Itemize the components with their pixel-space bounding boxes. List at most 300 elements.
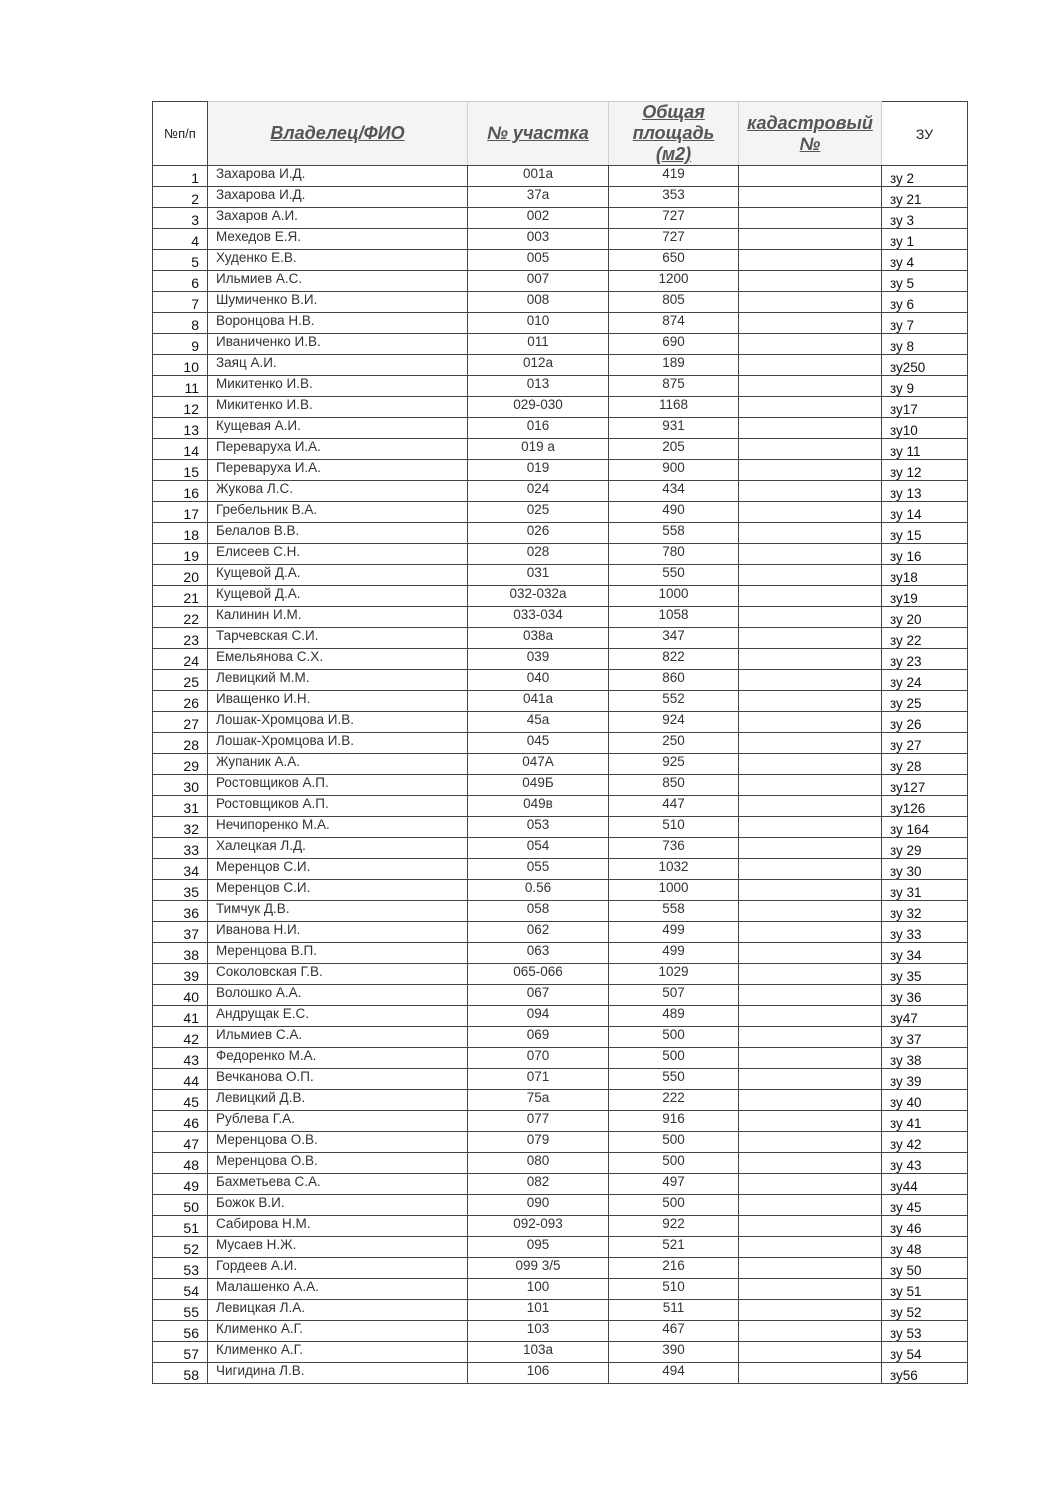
cadastral-number-cell — [739, 901, 882, 922]
cadastral-number-cell — [739, 1111, 882, 1132]
plot-number-cell: 011 — [468, 334, 609, 355]
row-number-cell: 21 — [153, 586, 208, 607]
cadastral-number-cell — [739, 1321, 882, 1342]
owner-cell: Нечипоренко М.А. — [208, 817, 468, 838]
cadastral-number-cell — [739, 250, 882, 271]
cadastral-number-cell — [739, 922, 882, 943]
plot-number-cell: 101 — [468, 1300, 609, 1321]
plot-number-cell: 026 — [468, 523, 609, 544]
table-row — [153, 586, 968, 607]
row-number-cell: 3 — [153, 208, 208, 229]
plot-number-cell: 103а — [468, 1342, 609, 1363]
owner-cell: Чигидина Л.В. — [208, 1363, 468, 1384]
cadastral-number-cell — [739, 481, 882, 502]
area-cell: 1000 — [609, 586, 739, 607]
plot-number-cell: 099 3/5 — [468, 1258, 609, 1279]
owner-cell: Переваруха И.А. — [208, 460, 468, 481]
owner-cell: Вечканова О.П. — [208, 1069, 468, 1090]
area-cell: 510 — [609, 817, 739, 838]
area-cell: 419 — [609, 166, 739, 187]
owner-cell: Халецкая Л.Д. — [208, 838, 468, 859]
zu-cell: зу 7 — [882, 313, 968, 334]
plot-number-cell: 065-066 — [468, 964, 609, 985]
zu-cell: зу 12 — [882, 460, 968, 481]
cadastral-number-cell — [739, 1237, 882, 1258]
area-cell: 924 — [609, 712, 739, 733]
owner-cell: Лошак-Хромцова И.В. — [208, 733, 468, 754]
table-row — [153, 943, 968, 964]
table-row — [153, 1216, 968, 1237]
area-cell: 353 — [609, 187, 739, 208]
area-cell: 499 — [609, 922, 739, 943]
table-row — [153, 1111, 968, 1132]
table-row — [153, 1363, 968, 1384]
area-cell: 1168 — [609, 397, 739, 418]
table-row — [153, 733, 968, 754]
zu-cell: зу 13 — [882, 481, 968, 502]
plot-number-cell: 047А — [468, 754, 609, 775]
plot-number-cell: 069 — [468, 1027, 609, 1048]
owner-cell: Худенко Е.В. — [208, 250, 468, 271]
area-cell: 390 — [609, 1342, 739, 1363]
plot-number-cell: 37а — [468, 187, 609, 208]
header-cadastral-number-label: кадастровый № — [747, 112, 873, 154]
plot-number-cell: 045 — [468, 733, 609, 754]
table-row — [153, 754, 968, 775]
header-plot-number-label: № участка — [487, 123, 589, 143]
area-cell: 916 — [609, 1111, 739, 1132]
cadastral-number-cell — [739, 1300, 882, 1321]
owner-cell: Меренцова О.В. — [208, 1153, 468, 1174]
area-cell: 552 — [609, 691, 739, 712]
plot-number-cell: 019 — [468, 460, 609, 481]
area-cell: 189 — [609, 355, 739, 376]
area-cell: 467 — [609, 1321, 739, 1342]
plot-number-cell: 071 — [468, 1069, 609, 1090]
row-number-cell: 47 — [153, 1132, 208, 1153]
plot-number-cell: 029-030 — [468, 397, 609, 418]
plot-number-cell: 049в — [468, 796, 609, 817]
table-row — [153, 544, 968, 565]
table-row — [153, 607, 968, 628]
zu-cell: зу 54 — [882, 1342, 968, 1363]
owner-cell: Гребельник В.А. — [208, 502, 468, 523]
table-row — [153, 271, 968, 292]
row-number-cell: 57 — [153, 1342, 208, 1363]
header-cadastral-number — [739, 102, 882, 166]
table-row — [153, 1174, 968, 1195]
cadastral-number-cell — [739, 229, 882, 250]
zu-cell: зу56 — [882, 1363, 968, 1384]
area-cell: 1000 — [609, 880, 739, 901]
cadastral-number-cell — [739, 712, 882, 733]
zu-cell: зу 1 — [882, 229, 968, 250]
zu-cell: зу250 — [882, 355, 968, 376]
plot-number-cell: 058 — [468, 901, 609, 922]
row-number-cell: 29 — [153, 754, 208, 775]
cadastral-number-cell — [739, 1174, 882, 1195]
cadastral-number-cell — [739, 649, 882, 670]
cadastral-number-cell — [739, 1006, 882, 1027]
cadastral-number-cell — [739, 775, 882, 796]
zu-cell: зу 26 — [882, 712, 968, 733]
zu-cell: зу 23 — [882, 649, 968, 670]
row-number-cell: 52 — [153, 1237, 208, 1258]
plot-number-cell: 010 — [468, 313, 609, 334]
cadastral-number-cell — [739, 586, 882, 607]
table-row — [153, 1279, 968, 1300]
row-number-cell: 50 — [153, 1195, 208, 1216]
plot-number-cell: 040 — [468, 670, 609, 691]
cadastral-number-cell — [739, 418, 882, 439]
owner-cell: Кущевая А.И. — [208, 418, 468, 439]
row-number-cell: 32 — [153, 817, 208, 838]
row-number-cell: 30 — [153, 775, 208, 796]
plot-number-cell: 100 — [468, 1279, 609, 1300]
row-number-cell: 58 — [153, 1363, 208, 1384]
area-cell: 922 — [609, 1216, 739, 1237]
row-number-cell: 18 — [153, 523, 208, 544]
area-cell: 489 — [609, 1006, 739, 1027]
owner-cell: Ильмиев А.С. — [208, 271, 468, 292]
cadastral-number-cell — [739, 376, 882, 397]
plot-number-cell: 077 — [468, 1111, 609, 1132]
table-row — [153, 460, 968, 481]
owner-cell: Рублева Г.А. — [208, 1111, 468, 1132]
table-row — [153, 481, 968, 502]
plot-number-cell: 053 — [468, 817, 609, 838]
plot-number-cell: 0.56 — [468, 880, 609, 901]
plot-number-cell: 012а — [468, 355, 609, 376]
table-row — [153, 1300, 968, 1321]
zu-cell: зу 29 — [882, 838, 968, 859]
plot-number-cell: 031 — [468, 565, 609, 586]
row-number-cell: 54 — [153, 1279, 208, 1300]
zu-cell: зу 16 — [882, 544, 968, 565]
table-row — [153, 1195, 968, 1216]
owner-cell: Кущевой Д.А. — [208, 586, 468, 607]
row-number-cell: 34 — [153, 859, 208, 880]
owner-cell: Жупаник А.А. — [208, 754, 468, 775]
area-cell: 558 — [609, 901, 739, 922]
area-cell: 205 — [609, 439, 739, 460]
area-cell: 216 — [609, 1258, 739, 1279]
cadastral-number-cell — [739, 796, 882, 817]
table-row — [153, 859, 968, 880]
area-cell: 736 — [609, 838, 739, 859]
area-cell: 511 — [609, 1300, 739, 1321]
table-row — [153, 1069, 968, 1090]
table-row — [153, 1132, 968, 1153]
zu-cell: зу 14 — [882, 502, 968, 523]
zu-cell: зу 35 — [882, 964, 968, 985]
table-row — [153, 418, 968, 439]
row-number-cell: 31 — [153, 796, 208, 817]
plot-number-cell: 013 — [468, 376, 609, 397]
table-row — [153, 880, 968, 901]
area-cell: 727 — [609, 229, 739, 250]
row-number-cell: 41 — [153, 1006, 208, 1027]
table-row — [153, 523, 968, 544]
cadastral-number-cell — [739, 544, 882, 565]
area-cell: 500 — [609, 1132, 739, 1153]
row-number-cell: 45 — [153, 1090, 208, 1111]
zu-cell: зу 41 — [882, 1111, 968, 1132]
table-row — [153, 649, 968, 670]
table-row — [153, 208, 968, 229]
area-cell: 500 — [609, 1027, 739, 1048]
table-row — [153, 1027, 968, 1048]
row-number-cell: 26 — [153, 691, 208, 712]
plot-number-cell: 082 — [468, 1174, 609, 1195]
table-row — [153, 187, 968, 208]
zu-cell: зу 2 — [882, 166, 968, 187]
owner-cell: Иваниченко И.В. — [208, 334, 468, 355]
area-cell: 650 — [609, 250, 739, 271]
row-number-cell: 49 — [153, 1174, 208, 1195]
row-number-cell: 12 — [153, 397, 208, 418]
area-cell: 860 — [609, 670, 739, 691]
plot-number-cell: 067 — [468, 985, 609, 1006]
table-row — [153, 1090, 968, 1111]
zu-cell: зу 164 — [882, 817, 968, 838]
row-number-cell: 38 — [153, 943, 208, 964]
row-number-cell: 19 — [153, 544, 208, 565]
owner-cell: Левицкий Д.В. — [208, 1090, 468, 1111]
owner-cell: Левицкий М.М. — [208, 670, 468, 691]
zu-cell: зу 22 — [882, 628, 968, 649]
zu-cell: зу 6 — [882, 292, 968, 313]
owner-cell: Жукова Л.С. — [208, 481, 468, 502]
row-number-cell: 24 — [153, 649, 208, 670]
plot-number-cell: 055 — [468, 859, 609, 880]
zu-cell: зу 20 — [882, 607, 968, 628]
plot-number-cell: 005 — [468, 250, 609, 271]
owner-cell: Левицкая Л.А. — [208, 1300, 468, 1321]
cadastral-number-cell — [739, 1069, 882, 1090]
plot-number-cell: 45а — [468, 712, 609, 733]
zu-cell: зу 50 — [882, 1258, 968, 1279]
land-plot-table-container — [152, 101, 968, 1384]
plot-number-cell: 019 а — [468, 439, 609, 460]
row-number-cell: 23 — [153, 628, 208, 649]
area-cell: 805 — [609, 292, 739, 313]
owner-cell: Иванова Н.И. — [208, 922, 468, 943]
row-number-cell: 20 — [153, 565, 208, 586]
owner-cell: Сабирова Н.М. — [208, 1216, 468, 1237]
area-cell: 727 — [609, 208, 739, 229]
table-row — [153, 355, 968, 376]
zu-cell: зу127 — [882, 775, 968, 796]
plot-number-cell: 054 — [468, 838, 609, 859]
area-cell: 1029 — [609, 964, 739, 985]
owner-cell: Переваруха И.А. — [208, 439, 468, 460]
cadastral-number-cell — [739, 943, 882, 964]
owner-cell: Микитенко И.В. — [208, 376, 468, 397]
plot-number-cell: 003 — [468, 229, 609, 250]
row-number-cell: 16 — [153, 481, 208, 502]
row-number-cell: 10 — [153, 355, 208, 376]
area-cell: 500 — [609, 1153, 739, 1174]
zu-cell: зу 37 — [882, 1027, 968, 1048]
plot-number-cell: 008 — [468, 292, 609, 313]
cadastral-number-cell — [739, 439, 882, 460]
plot-number-cell: 033-034 — [468, 607, 609, 628]
zu-cell: зу 8 — [882, 334, 968, 355]
plot-number-cell: 080 — [468, 1153, 609, 1174]
table-row — [153, 565, 968, 586]
row-number-cell: 11 — [153, 376, 208, 397]
owner-cell: Захаров А.И. — [208, 208, 468, 229]
owner-cell: Божок В.И. — [208, 1195, 468, 1216]
cadastral-number-cell — [739, 1216, 882, 1237]
area-cell: 558 — [609, 523, 739, 544]
area-cell: 900 — [609, 460, 739, 481]
owner-cell: Кущевой Д.А. — [208, 565, 468, 586]
plot-number-cell: 090 — [468, 1195, 609, 1216]
area-cell: 447 — [609, 796, 739, 817]
cadastral-number-cell — [739, 271, 882, 292]
row-number-cell: 15 — [153, 460, 208, 481]
plot-number-cell: 062 — [468, 922, 609, 943]
row-number-cell: 17 — [153, 502, 208, 523]
zu-cell: зу 3 — [882, 208, 968, 229]
row-number-cell: 53 — [153, 1258, 208, 1279]
zu-cell: зу 32 — [882, 901, 968, 922]
zu-cell: зу 51 — [882, 1279, 968, 1300]
owner-cell: Захарова И.Д. — [208, 166, 468, 187]
cadastral-number-cell — [739, 1027, 882, 1048]
zu-cell: зу 53 — [882, 1321, 968, 1342]
zu-cell: зу 33 — [882, 922, 968, 943]
zu-cell: зу47 — [882, 1006, 968, 1027]
table-row — [153, 397, 968, 418]
table-row — [153, 1048, 968, 1069]
plot-number-cell: 095 — [468, 1237, 609, 1258]
cadastral-number-cell — [739, 187, 882, 208]
zu-cell: зу44 — [882, 1174, 968, 1195]
table-row — [153, 334, 968, 355]
row-number-cell: 9 — [153, 334, 208, 355]
cadastral-number-cell — [739, 1258, 882, 1279]
zu-cell: зу126 — [882, 796, 968, 817]
zu-cell: зу 38 — [882, 1048, 968, 1069]
owner-cell: Малашенко А.А. — [208, 1279, 468, 1300]
owner-cell: Калинин И.М. — [208, 607, 468, 628]
area-cell: 497 — [609, 1174, 739, 1195]
area-cell: 250 — [609, 733, 739, 754]
plot-number-cell: 039 — [468, 649, 609, 670]
owner-cell: Волошко А.А. — [208, 985, 468, 1006]
area-cell: 1058 — [609, 607, 739, 628]
plot-number-cell: 025 — [468, 502, 609, 523]
row-number-cell: 4 — [153, 229, 208, 250]
owner-cell: Мусаев Н.Ж. — [208, 1237, 468, 1258]
owner-cell: Микитенко И.В. — [208, 397, 468, 418]
plot-number-cell: 024 — [468, 481, 609, 502]
owner-cell: Тимчук Д.В. — [208, 901, 468, 922]
plot-number-cell: 032-032а — [468, 586, 609, 607]
row-number-cell: 36 — [153, 901, 208, 922]
cadastral-number-cell — [739, 1342, 882, 1363]
zu-cell: зу 21 — [882, 187, 968, 208]
table-row — [153, 901, 968, 922]
cadastral-number-cell — [739, 1048, 882, 1069]
row-number-cell: 7 — [153, 292, 208, 313]
area-cell: 507 — [609, 985, 739, 1006]
table-row — [153, 502, 968, 523]
zu-cell: зу 5 — [882, 271, 968, 292]
zu-cell: зу 43 — [882, 1153, 968, 1174]
table-row — [153, 628, 968, 649]
header-owner — [208, 102, 468, 166]
cadastral-number-cell — [739, 208, 882, 229]
plot-number-cell: 092-093 — [468, 1216, 609, 1237]
plot-number-cell: 094 — [468, 1006, 609, 1027]
cadastral-number-cell — [739, 754, 882, 775]
plot-number-cell: 007 — [468, 271, 609, 292]
cadastral-number-cell — [739, 565, 882, 586]
row-number-cell: 25 — [153, 670, 208, 691]
table-row — [153, 922, 968, 943]
owner-cell: Ростовщиков А.П. — [208, 796, 468, 817]
owner-cell: Иващенко И.Н. — [208, 691, 468, 712]
area-cell: 931 — [609, 418, 739, 439]
owner-cell: Андрущак Е.С. — [208, 1006, 468, 1027]
zu-cell: зу18 — [882, 565, 968, 586]
zu-cell: зу17 — [882, 397, 968, 418]
cadastral-number-cell — [739, 1363, 882, 1384]
area-cell: 850 — [609, 775, 739, 796]
row-number-cell: 22 — [153, 607, 208, 628]
row-number-cell: 51 — [153, 1216, 208, 1237]
cadastral-number-cell — [739, 166, 882, 187]
row-number-cell: 28 — [153, 733, 208, 754]
owner-cell: Меренцов С.И. — [208, 880, 468, 901]
owner-cell: Емельянова С.Х. — [208, 649, 468, 670]
plot-number-cell: 001а — [468, 166, 609, 187]
cadastral-number-cell — [739, 1090, 882, 1111]
table-row — [153, 376, 968, 397]
plot-number-cell: 038а — [468, 628, 609, 649]
area-cell: 434 — [609, 481, 739, 502]
header-row-number: №п/п — [153, 102, 208, 166]
row-number-cell: 13 — [153, 418, 208, 439]
header-owner-label: Владелец/ФИО — [270, 123, 405, 143]
zu-cell: зу 4 — [882, 250, 968, 271]
row-number-cell: 40 — [153, 985, 208, 1006]
zu-cell: зу 9 — [882, 376, 968, 397]
owner-cell: Белалов В.В. — [208, 523, 468, 544]
cadastral-number-cell — [739, 691, 882, 712]
owner-cell: Клименко А.Г. — [208, 1342, 468, 1363]
cadastral-number-cell — [739, 628, 882, 649]
owner-cell: Меренцова О.В. — [208, 1132, 468, 1153]
area-cell: 347 — [609, 628, 739, 649]
row-number-cell: 27 — [153, 712, 208, 733]
zu-cell: зу 40 — [882, 1090, 968, 1111]
cadastral-number-cell — [739, 292, 882, 313]
cadastral-number-cell — [739, 859, 882, 880]
owner-cell: Захарова И.Д. — [208, 187, 468, 208]
row-number-cell: 42 — [153, 1027, 208, 1048]
zu-cell: зу 28 — [882, 754, 968, 775]
table-row — [153, 691, 968, 712]
row-number-cell: 2 — [153, 187, 208, 208]
table-row — [153, 1006, 968, 1027]
owner-cell: Заяц А.И. — [208, 355, 468, 376]
zu-cell: зу 42 — [882, 1132, 968, 1153]
